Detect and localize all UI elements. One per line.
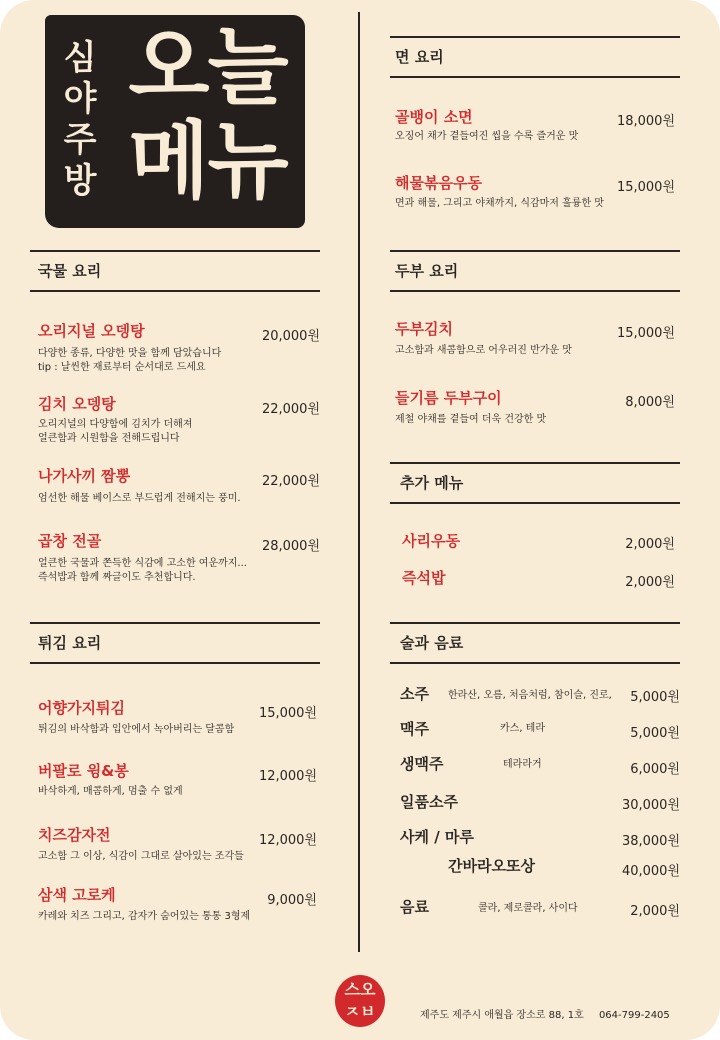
menu-item-desc-line: 다양한 종류, 다양한 맛을 함께 담았습니다 — [38, 348, 222, 359]
menu-item-desc-line: 얼큰함과 시원함을 전해드립니다 — [38, 433, 180, 444]
menu-item-desc: 오징어 채가 곁들여진 씹을 수록 즐거운 맛 — [395, 131, 579, 142]
title-main-line1: 오늘 — [128, 18, 287, 116]
section-line — [390, 290, 680, 292]
restaurant-logo — [335, 975, 385, 1027]
section-title-extra: 추가 메뉴 — [400, 474, 464, 492]
menu-item-price: 2,000원 — [625, 575, 675, 590]
drink-detail: 한라산, 오름, 처음처럼, 참이슬, 진로, — [448, 690, 612, 701]
menu-item-price: 15,000원 — [616, 180, 675, 195]
section-line — [30, 622, 320, 624]
menu-item-name: 김치 오뎅탕 — [38, 395, 116, 413]
drink-price: 38,000원 — [621, 834, 680, 849]
section-line — [30, 250, 320, 252]
menu-item-price: 9,000원 — [267, 893, 317, 908]
menu-item-desc — [38, 557, 247, 585]
menu-item-desc: 바삭하게, 매콤하게, 멈출 수 없게 — [38, 786, 183, 797]
section-line — [390, 76, 680, 78]
drink-name: 생맥주 — [400, 755, 444, 773]
menu-item-desc: 제철 야채를 곁들여 더욱 건강한 맛 — [395, 414, 547, 425]
drink-price: 40,000원 — [621, 864, 680, 879]
menu-item-name: 삼색 고로케 — [38, 886, 116, 904]
section-line — [390, 36, 680, 38]
drink-detail: 테라라거 — [503, 759, 542, 770]
drink-name: 소주 — [400, 685, 429, 703]
drink-price: 2,000원 — [630, 904, 680, 919]
title-side-char: 주 — [63, 120, 97, 160]
menu-item-name: 해물볶음우동 — [395, 174, 482, 192]
menu-item-price: 18,000원 — [616, 114, 675, 129]
section-line — [390, 502, 680, 504]
drink-price: 6,000원 — [630, 762, 680, 777]
menu-item-desc-line: tip : 날씬한 재료부터 순서대로 드세요 — [38, 362, 206, 373]
menu-item-price: 22,000원 — [261, 474, 320, 489]
menu-item-desc — [38, 347, 221, 375]
drink-price: 5,000원 — [630, 726, 680, 741]
menu-item-name: 사리우동 — [402, 532, 460, 550]
logo-text-top: 스오 — [344, 980, 376, 999]
menu-item-name: 즉석밥 — [402, 569, 446, 587]
menu-item-desc: 엄선한 해물 베이스로 부드럽게 전해지는 풍미. — [38, 493, 241, 504]
title-side-char: 심 — [63, 38, 97, 78]
drink-name: 일품소주 — [400, 793, 458, 811]
section-line — [390, 622, 680, 624]
menu-item-name: 치즈감자전 — [38, 826, 111, 844]
drink-detail: 콜라, 제로콜라, 사이다 — [478, 903, 578, 914]
menu-item-name: 골뱅이 소면 — [395, 108, 473, 126]
menu-item-desc: 면과 해물, 그리고 야채까지, 식감마저 훌륭한 맛 — [395, 198, 604, 209]
section-line — [390, 662, 680, 664]
drink-name: 간바라오또상 — [448, 857, 535, 875]
menu-item-name: 버팔로 윙&봉 — [38, 762, 129, 780]
footer-info — [420, 1006, 682, 1021]
menu-item-desc: 고소함 그 이상, 식감이 그대로 살아있는 조각들 — [38, 851, 244, 862]
menu-item-desc — [38, 418, 192, 446]
menu-item-price: 2,000원 — [625, 537, 675, 552]
title-side-text — [58, 38, 102, 202]
drink-name: 맥주 — [400, 720, 429, 738]
logo-text-bottom: ㅈㅂ — [344, 1002, 376, 1021]
menu-item-price: 15,000원 — [258, 706, 317, 721]
menu-item-name: 두부김치 — [395, 320, 453, 338]
section-line — [390, 250, 680, 252]
menu-item-price: 20,000원 — [261, 329, 320, 344]
menu-item-price: 15,000원 — [616, 326, 675, 341]
menu-item-price: 28,000원 — [261, 539, 320, 554]
menu-item-name: 들기름 두부구이 — [395, 389, 502, 407]
menu-item-desc: 고소함과 새콤함으로 어우러진 반가운 맛 — [395, 345, 572, 356]
drink-name: 사케 / 마루 — [400, 828, 474, 846]
section-title-drinks: 술과 음료 — [400, 634, 464, 652]
section-title-fried: 튀김 요리 — [38, 634, 102, 652]
section-title-soup: 국물 요리 — [38, 262, 102, 280]
menu-item-name: 어향가지튀김 — [38, 699, 125, 717]
drink-name: 음료 — [400, 898, 429, 916]
menu-item-name: 곱창 전골 — [38, 532, 102, 550]
title-main-line2: 메뉴 — [128, 112, 287, 210]
drink-price: 30,000원 — [621, 798, 680, 813]
title-main-text — [120, 20, 295, 208]
drink-price: 5,000원 — [630, 690, 680, 705]
section-line — [390, 462, 680, 464]
footer-address: 제주도 제주시 애월읍 장소로 88, 1호 — [420, 1010, 584, 1021]
menu-item-price: 22,000원 — [261, 402, 320, 417]
drink-detail: 카스, 테라 — [500, 723, 545, 734]
footer-phone: 064-799-2405 — [598, 1010, 670, 1021]
menu-item-name: 나가사끼 짬뽕 — [38, 467, 131, 485]
section-title-tofu: 두부 요리 — [395, 262, 459, 280]
menu-item-desc-line: 얼큰한 국물과 쫀득한 식감에 고소한 여운까지... — [38, 558, 247, 569]
center-divider — [358, 12, 360, 952]
section-line — [30, 290, 320, 292]
menu-item-desc-line: 오리지널의 다양함에 김치가 더해져 — [38, 419, 193, 430]
menu-item-desc: 카레와 치즈 그리고, 감자가 숨어있는 통통 3형제 — [38, 911, 251, 922]
title-side-char: 방 — [63, 161, 97, 201]
section-line — [30, 662, 320, 664]
menu-item-price: 12,000원 — [258, 769, 317, 784]
menu-item-name: 오리지널 오뎅탕 — [38, 322, 145, 340]
title-side-char: 야 — [63, 79, 97, 119]
menu-item-desc: 튀김의 바삭함과 입안에서 녹아버리는 달콤함 — [38, 724, 235, 735]
menu-item-price: 8,000원 — [625, 395, 675, 410]
section-title-noodle: 면 요리 — [395, 48, 444, 66]
menu-item-price: 12,000원 — [258, 833, 317, 848]
menu-item-desc-line: 즉석밥과 함께 짜글이도 추천합니다. — [38, 572, 196, 583]
